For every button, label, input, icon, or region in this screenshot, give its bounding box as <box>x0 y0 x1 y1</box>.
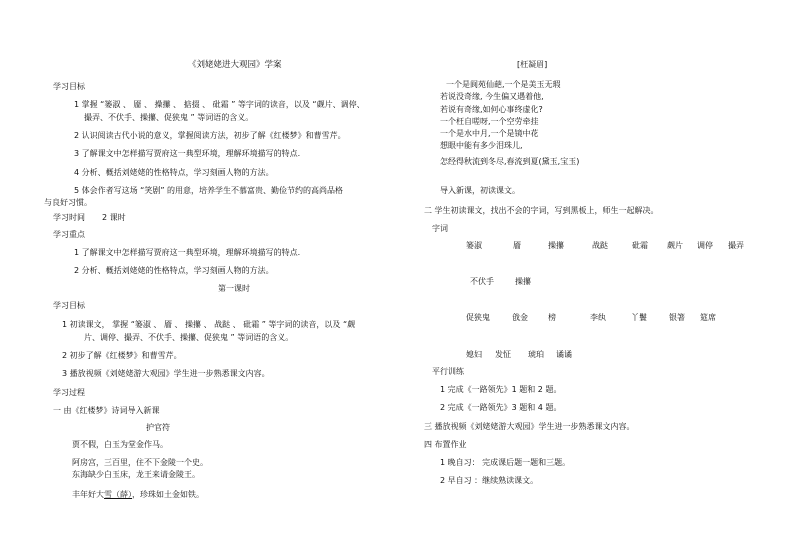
poem-line-4-start: 丰年好大 <box>72 490 104 499</box>
goal-4: 4 分析、概括刘姥姥的性格特点，学习刻画人物的方法。 <box>74 168 274 177</box>
poem-title: 护官符 <box>146 423 170 432</box>
vocab-word: 谲谲 <box>556 350 572 359</box>
step-4: 四 布置作业 <box>424 440 467 449</box>
vocab-word: 榜 <box>548 313 556 322</box>
poem-line-3: 东海缺少白玉床，龙王来请金陵王。 <box>72 470 200 479</box>
vocab-word: 战跶 <box>592 241 608 250</box>
poem-line-4-end: ，珍珠如土金如铁。 <box>132 490 204 499</box>
vocab-word: 觑片 <box>667 241 683 250</box>
practice-item-2: 2 完成《一路领先》3 题和 4 题。 <box>440 403 562 412</box>
vocab-word: 丫鬟 <box>631 313 647 322</box>
step-1: 一 由《红楼梦》诗词导入新课 <box>53 406 160 415</box>
vocab-word: 篓淑 <box>466 241 482 250</box>
poem-line-4-underlined: 雪（薛） <box>104 490 132 499</box>
practice-item-1: 1 完成《一路领先》1 题和 2 题。 <box>440 385 562 394</box>
vocab-word: 不伏手 <box>470 277 494 286</box>
lesson-heading: 第一课时 <box>218 284 250 293</box>
song-line-6: 想眼中能有多少泪珠儿, <box>440 141 523 150</box>
intro-line: 导入新课，初读课文。 <box>440 186 520 195</box>
homework-1: 1 晚自习： 完成课后题一题和三题。 <box>440 458 571 467</box>
song-line-2: 若说没奇缘, 今生偏又遇着他, <box>440 92 544 101</box>
study-time-value: 2 课时 <box>102 213 126 222</box>
lesson-goal-1-line-1: 1 初读课文， 掌握 “篓淑 、 靥 、 操攥 、 战跶 、 砒霜 ” 等字词的读音，以及 “觑 <box>62 320 356 329</box>
song-title: [枉凝眉] <box>517 60 548 69</box>
song-line-1: 一个是阆苑仙葩,一个是美玉无瑕 <box>446 80 561 89</box>
key-point-2: 2 分析、概括刘姥姥的性格特点，学习刻画人物的方法。 <box>74 266 274 275</box>
goal-2: 2 认识阅读古代小说的意义，掌握阅读方法，初步了解《红楼梦》和曹雪芹。 <box>74 131 346 140</box>
song-line-7: 怎经得秋流到冬尽,春流到夏(黛玉,宝玉) <box>440 157 580 166</box>
vocab-word: 操攥 <box>515 277 531 286</box>
vocab-word: 砒霜 <box>632 241 648 250</box>
step-2: 二 学生初读课文，找出不会的字词，写到黑板上，师生一起解决。 <box>424 206 659 215</box>
goals-heading-2: 学习目标 <box>53 301 85 310</box>
homework-2: 2 早自习 ：继续熟读课文。 <box>440 476 539 485</box>
vocab-word: 筵席 <box>700 313 716 322</box>
study-time-label: 学习时间 <box>53 213 85 222</box>
key-points-heading: 学习重点 <box>53 230 85 239</box>
poem-line-2: 阿房宫，三百里，住不下金陵一个史。 <box>72 458 208 467</box>
song-line-3: 若说有奇缘,如何心事终虚化? <box>440 105 543 114</box>
key-point-1: 1 了解课文中怎样描写贾府这一典型环境，理解环境描写的特点. <box>74 248 301 257</box>
goal-1-line-2: 撮弄、不伏手、操攥、促狭鬼 ” 等词语的含义。 <box>84 113 254 122</box>
vocab-word: 调停 <box>697 241 713 250</box>
goal-3: 3 了解课文中怎样描写贾府这一典型环境，理解环境描写的特点. <box>74 149 301 158</box>
goal-5-line-2: 与良好习惯。 <box>44 198 92 207</box>
lesson-goal-2: 2 初步了解《红楼梦》和曹雪芹。 <box>62 351 182 360</box>
song-line-4: 一个枉自嗟呀,一个空劳牵挂 <box>440 117 539 126</box>
words-label: 字词 <box>432 224 448 233</box>
song-line-5: 一个是水中月,一个是镜中花 <box>440 129 539 138</box>
vocab-word: 媳妇 <box>466 350 482 359</box>
vocab-word: 靥 <box>513 241 521 250</box>
process-heading: 学习过程 <box>53 388 85 397</box>
poem-line-4 <box>72 490 204 500</box>
vocab-word: 李纨 <box>590 313 606 322</box>
goals-heading: 学习目标 <box>53 82 85 91</box>
vocab-word: 发怔 <box>495 350 511 359</box>
document-title: 《刘姥姥进大观园》学案 <box>188 60 282 70</box>
poem-line-1: 贾不假，白玉为堂金作马。 <box>72 440 168 449</box>
goal-1-line-1: 1 掌握 “篓淑 、 靥 、 操攥 、 掂掇 、 砒霜 ” 等字词的读音，以及 “觑片、调停、 <box>74 100 365 109</box>
vocab-word: 琥珀 <box>528 350 544 359</box>
vocab-word: 撮弄 <box>728 241 744 250</box>
vocab-word: 操攥 <box>548 241 564 250</box>
vocab-word: 银箸 <box>669 313 685 322</box>
lesson-goal-1-line-2: 片、调停、撮弄、不伏手、操攥、促狭鬼 ” 等词语的含义。 <box>84 333 294 342</box>
goal-5-line-1: 5 体会作者写这场 “笑剧” 的用意，培养学生不慕富贵、勤俭节约的高尚品格 <box>74 186 344 195</box>
vocab-word: 戗金 <box>512 313 528 322</box>
lesson-goal-3: 3 播放视频《刘姥姥游大观园》学生进一步熟悉课文内容。 <box>62 369 270 378</box>
practice-label: 平行训练 <box>432 367 464 376</box>
vocab-word: 促狭鬼 <box>466 313 490 322</box>
step-3: 三 播放视频《刘姥姥游大观园》学生进一步熟悉课文内容。 <box>424 422 635 431</box>
